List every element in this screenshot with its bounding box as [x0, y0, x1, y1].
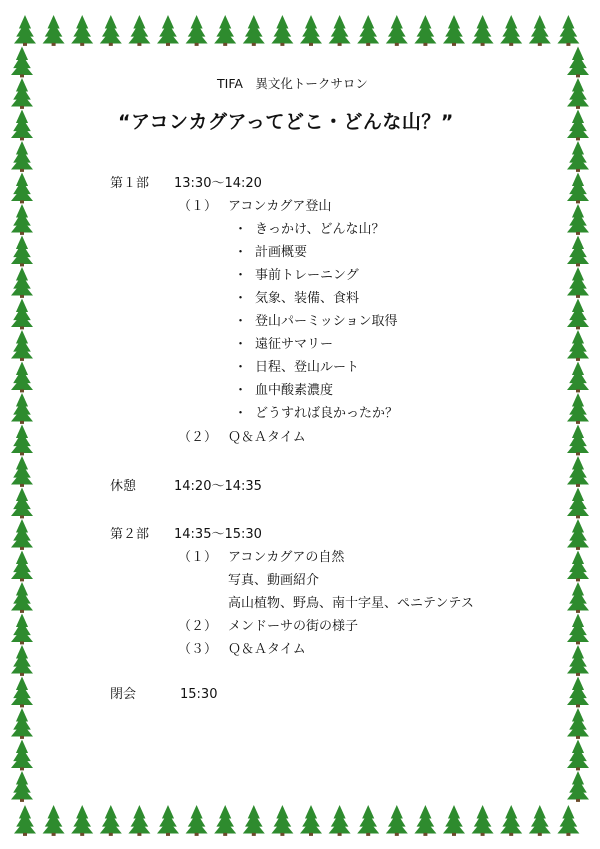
christmas-tree-icon — [11, 645, 33, 676]
christmas-tree-icon — [11, 78, 33, 109]
christmas-tree-icon — [567, 771, 589, 802]
christmas-tree-icon — [500, 15, 522, 46]
christmas-tree-icon — [386, 805, 408, 836]
christmas-tree-icon — [11, 488, 33, 519]
christmas-tree-icon — [14, 15, 36, 46]
christmas-tree-icon — [11, 173, 33, 204]
part2-item2-num: （２） — [178, 619, 218, 634]
christmas-tree-icon — [11, 393, 33, 424]
part2-label: 第２部 — [110, 527, 150, 542]
christmas-tree-icon — [567, 330, 589, 361]
bullet-icon: ・ — [234, 222, 248, 237]
closing-time: 15:30 — [180, 687, 218, 702]
christmas-tree-icon — [186, 15, 208, 46]
christmas-tree-icon — [11, 236, 33, 267]
part1-bullet-item: きっかけ、どんな山？ — [255, 222, 385, 237]
part1-bullet-item: 遠征サマリー — [255, 337, 334, 352]
bullet-icon: ・ — [234, 245, 248, 260]
christmas-tree-icon — [567, 740, 589, 771]
christmas-tree-icon — [43, 15, 65, 46]
christmas-tree-icon — [567, 551, 589, 582]
bullet-icon: ・ — [234, 383, 248, 398]
part2-time: 14:35～15:30 — [174, 527, 262, 542]
part1-item1-num: （１） — [178, 199, 218, 214]
christmas-tree-icon — [100, 805, 122, 836]
bullet-icon: ・ — [234, 360, 248, 375]
page-title: “アコンカグアってどこ・どんな山？” — [118, 111, 454, 133]
part2-item1-sub: 高山植物、野鳥、南十字星、ペニテンテス — [228, 596, 474, 611]
christmas-tree-icon — [567, 614, 589, 645]
part1-bullet-item: 日程、登山ルート — [255, 360, 360, 375]
part1-bullet-item: 血中酸素濃度 — [255, 383, 334, 398]
christmas-tree-icon — [567, 708, 589, 739]
bullet-icon: ・ — [234, 268, 248, 283]
header-title: TIFA 異文化トークサロン — [217, 76, 368, 91]
christmas-tree-icon — [567, 141, 589, 172]
christmas-tree-icon — [329, 805, 351, 836]
part2-item3-text: Ｑ＆Ａタイム — [228, 642, 306, 657]
christmas-tree-icon — [186, 805, 208, 836]
part1-bullet-item: 気象、装備、食料 — [255, 291, 360, 306]
part2-item1-sub: 写真、動画紹介 — [228, 573, 320, 588]
christmas-tree-icon — [14, 805, 36, 836]
christmas-tree-icon — [567, 488, 589, 519]
christmas-tree-icon — [567, 677, 589, 708]
christmas-tree-icon — [329, 15, 351, 46]
christmas-tree-icon — [11, 551, 33, 582]
christmas-tree-icon — [11, 204, 33, 235]
christmas-tree-icon — [557, 805, 579, 836]
christmas-tree-icon — [43, 805, 65, 836]
christmas-tree-icon — [567, 47, 589, 78]
part2-item1-text: アコンカグアの自然 — [228, 550, 345, 565]
christmas-tree-icon — [567, 519, 589, 550]
christmas-tree-icon — [443, 15, 465, 46]
part2-item2-text: メンドーサの街の様子 — [228, 619, 359, 634]
christmas-tree-icon — [71, 805, 93, 836]
part1-bullet-item: 計画概要 — [255, 245, 308, 260]
christmas-tree-icon — [567, 393, 589, 424]
christmas-tree-icon — [472, 15, 494, 46]
christmas-tree-icon — [243, 15, 265, 46]
bullet-icon: ・ — [234, 337, 248, 352]
christmas-tree-icon — [357, 15, 379, 46]
christmas-tree-icon — [11, 425, 33, 456]
christmas-tree-icon — [71, 15, 93, 46]
christmas-tree-icon — [567, 299, 589, 330]
christmas-tree-icon — [567, 645, 589, 676]
break-time: 14:20～14:35 — [174, 479, 262, 494]
christmas-tree-icon — [11, 614, 33, 645]
christmas-tree-icon — [11, 740, 33, 771]
christmas-tree-icon — [100, 15, 122, 46]
christmas-tree-icon — [443, 805, 465, 836]
christmas-tree-icon — [567, 267, 589, 298]
christmas-tree-icon — [414, 15, 436, 46]
christmas-tree-icon — [11, 110, 33, 141]
christmas-tree-icon — [567, 362, 589, 393]
christmas-tree-icon — [300, 15, 322, 46]
christmas-tree-icon — [11, 677, 33, 708]
christmas-tree-icon — [128, 805, 150, 836]
bullet-icon: ・ — [234, 406, 248, 421]
christmas-tree-icon — [11, 519, 33, 550]
closing-label: 閉会 — [110, 687, 137, 702]
christmas-tree-icon — [214, 15, 236, 46]
part2-item3-num: （３） — [178, 642, 218, 657]
christmas-tree-icon — [567, 456, 589, 487]
christmas-tree-icon — [567, 236, 589, 267]
christmas-tree-icon — [11, 456, 33, 487]
christmas-tree-icon — [11, 47, 33, 78]
christmas-tree-icon — [500, 805, 522, 836]
part1-item2-text: Ｑ＆Ａタイム — [228, 430, 306, 445]
part1-bullet-item: どうすれば良かったか？ — [255, 406, 399, 421]
part1-label: 第１部 — [110, 176, 150, 191]
christmas-tree-icon — [271, 15, 293, 46]
christmas-tree-icon — [386, 15, 408, 46]
bullet-icon: ・ — [234, 314, 248, 329]
christmas-tree-icon — [271, 805, 293, 836]
part1-item1-text: アコンカグア登山 — [228, 199, 332, 214]
part1-item2-num: （２） — [178, 430, 218, 445]
part1-time: 13:30～14:20 — [174, 176, 262, 191]
christmas-tree-icon — [157, 15, 179, 46]
christmas-tree-icon — [300, 805, 322, 836]
christmas-tree-icon — [11, 582, 33, 613]
break-label: 休憩 — [110, 479, 137, 494]
christmas-tree-icon — [11, 267, 33, 298]
christmas-tree-icon — [567, 173, 589, 204]
part1-bullet-item: 事前トレーニング — [255, 268, 359, 283]
christmas-tree-icon — [214, 805, 236, 836]
christmas-tree-icon — [567, 78, 589, 109]
christmas-tree-icon — [529, 15, 551, 46]
christmas-tree-icon — [11, 299, 33, 330]
part1-bullet-item: 登山パーミッション取得 — [255, 314, 398, 329]
bullet-icon: ・ — [234, 291, 248, 306]
christmas-tree-icon — [567, 425, 589, 456]
christmas-tree-icon — [11, 771, 33, 802]
christmas-tree-icon — [472, 805, 494, 836]
christmas-tree-icon — [11, 362, 33, 393]
christmas-tree-icon — [557, 15, 579, 46]
christmas-tree-icon — [414, 805, 436, 836]
christmas-tree-icon — [567, 204, 589, 235]
christmas-tree-icon — [11, 330, 33, 361]
part2-item1-num: （１） — [178, 550, 218, 565]
christmas-tree-icon — [243, 805, 265, 836]
christmas-tree-icon — [11, 708, 33, 739]
christmas-tree-icon — [529, 805, 551, 836]
christmas-tree-icon — [157, 805, 179, 836]
christmas-tree-icon — [11, 141, 33, 172]
christmas-tree-icon — [128, 15, 150, 46]
christmas-tree-icon — [567, 582, 589, 613]
christmas-tree-icon — [567, 110, 589, 141]
christmas-tree-icon — [357, 805, 379, 836]
